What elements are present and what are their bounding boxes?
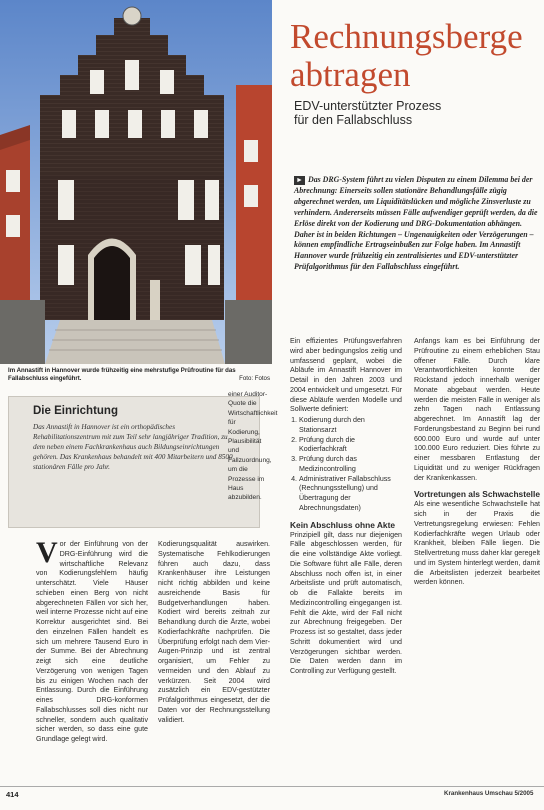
caption-text: Im Annastift in Hannover wurde frühzeitig eine mehrstufige Prüfroutine für das Fallabschluss eingeführt. xyxy=(8,367,236,382)
col2-text: Kodierungsqualität auswirken. Systematische Fehlkodierungen führen auch dazu, dass Krankenhäuser ihre Leistungen nicht richtig abbilden und keine ausreichende Basis für Budgetverhandlungen haben. Kodiert wird bereits zeitnah zur Behandlung durch die Ärzte, wobei Kodierfachkräfte nachprüfen. Die Überprüfung erfolgt nach dem Vier-Augen-Prinzip und ist zentral organisiert, um Fehler zu vermeiden und den Ablauf zu verkürzen. Seit 2004 wird zusätzlich ein EDV-gestützter Prüfalgorithmus eingesetzt, der die Daten vor der Rechnungsstellung validiert. xyxy=(158,540,270,724)
building-photo xyxy=(0,0,272,364)
body-column-2-narrow xyxy=(228,390,278,540)
subtitle-line-2: für den Fallabschluss xyxy=(294,113,413,127)
body-column-2 xyxy=(158,540,270,785)
body-column-4 xyxy=(414,337,540,785)
subtitle-line-1: EDV-unterstützter Prozess xyxy=(294,99,442,113)
col2-intro: einer Auditor-Quote die Wirtschaftlichkeit für Kodierung, Plausibilität und Fallzuordnung, um die Prozesse im Haus abzubilden. xyxy=(228,391,278,502)
photo-credit: Foto: Fotos xyxy=(239,374,270,382)
body-column-3 xyxy=(290,337,402,785)
lead-text: Das DRG-System führt zu vielen Disputen zu einem Dilemma bei der Abrechnung: Einerseits sollen stationäre Behandlungsfälle zügig abgerechnet werden, um Liquiditätslücken und mögliche Zinsverluste zu verhindern. Andererseits müssen Fälle aufwendiger geprüft werden, da die Erlöse direkt von der Kodierung und DRG-Dokumentation abhängen. Daher ist in beiden Richtungen – Ungenauigkeiten oder Verzögerungen – können empfindliche Ertragseinbußen zur Folge haben. Im Annastift Hannover wurde frühzeitig ein zentralisiertes und EDV-unterstützter Prüfalgorithmus für den Fallabschluss eingeführt. xyxy=(294,175,538,272)
title-line-2: abtragen xyxy=(290,55,411,94)
journal-name: Krankenhaus Umschau 5/2005 xyxy=(444,790,534,797)
col3-text: Prinzipiell gilt, dass nur diejenigen Fälle abgeschlossen werden, für die eine vollständige Akte vorliegt. Die Software führt alle Fälle, deren Abschluss noch offen ist, in einer Arbeitsliste und prüft automatisch, ob die Fallakte bereits im Medizincontrolling eingegangen ist. Fehlt die Akte, wird der Fall nicht zur Abrechnung freigegeben. Der Prozess ist so gestaltet, dass jeder Schritt dokumentiert wird und Verzögerungen sichtbar werden. Die Daten werden dann im Controlling zur Verfügung gestellt. xyxy=(290,530,402,675)
article-subtitle xyxy=(294,99,534,127)
page-number: 414 xyxy=(6,790,19,799)
step-item: 2. Prüfung durch die Kodierfachkraft xyxy=(299,436,402,456)
info-box xyxy=(8,396,260,528)
photo-caption xyxy=(8,367,270,382)
info-box-text: Das Annastift in Hannover ist ein orthopädisches Rehabilitationszentrum mit zum Teil sehr langjähriger Tradition, zu dem neben einem Fachkrankenhaus auch Bildungseinrichtungen gehören. Das Krankenhaus behandelt mit 400 Mitarbeitern und 8500 stationären Fälle pro Jahr. xyxy=(33,423,233,472)
step-item: 4. Administrativer Fallabschluss (Rechnungsstellung) und Übertragung der Abrechnungsdaten) xyxy=(299,475,402,514)
step-item: 3. Prüfung durch das Medizincontrolling xyxy=(299,455,402,475)
col1-text: or der Einführung von der DRG-Einführung wird die wirtschaftliche Relevanz von Kodierungsfehlern häufig unterschätzt. Viele Häuser schieben einen Berg von nicht abgerechneten Fällen vor sich her, weil interne Prozesse nicht auf eine Korrektur ausgerichtet sind. Bei den einzelnen Fällen handelt es sich um mehrere Tausend Euro in der Summe. Bei der Abrechnung zeigt sich eine deutliche Verzögerung von wenigen Tagen bis zu einigen Wochen nach der Entlassung. Durch die Einführung eines DRG-konformen Fallabschlusses soll dies nicht nur schneller, sondern auch qualitativ sicher werden, so dass eine gute Grundlage gelegt wird. xyxy=(36,540,148,743)
section-heading: Vortretungen als Schwachstelle xyxy=(414,489,540,500)
section-heading: Kein Abschluss ohne Akte xyxy=(290,519,396,530)
col3-intro: Ein effizientes Prüfungsverfahren wird aber bedingungslos zeitig und umfassend geplant, wobei die Abläufe im Annastift Hannover im Detail in den Jahren 2003 und 2004 entwickelt und umgesetzt. Für diese Abläufe werden Modelle und Sollwerte definiert: xyxy=(290,337,402,414)
building-illustration xyxy=(0,0,272,364)
info-box-heading: Die Einrichtung xyxy=(33,405,118,417)
title-line-1: Rechnungsberge xyxy=(290,17,523,56)
col4-intro: Anfangs kam es bei Einführung der Prüfroutine zu einem erheblichen Stau offener Fälle. Durch klare Verantwortlichkeiten konnte der Rückstand jedoch innerhalb weniger Monate abgebaut werden. Heute werden die meisten Fälle in weniger als zehn Tagen nach Entlassung abgerechnet. Im Annastift lag der Forderungsbestand zu Beginn bei rund 600.000 Euro und wurde auf unter 100.000 Euro reduziert. Dies führte zu einer messbaren Entlastung der Liquidität und zu weniger Rückfragen der Krankenkassen. xyxy=(414,337,540,482)
footer-rule xyxy=(0,786,544,787)
col4-text: Als eine wesentliche Schwachstelle hat sich in der Praxis die Vertretungsregelung erwiesen: Fehlen Kodierfachkräfte wegen Urlaub oder Krankheit, bleiben Fälle liegen. Die Stellvertretung muss daher klar geregelt und im System hinterlegt werden, damit die Arbeitslisten jederzeit bearbeitet werden können. xyxy=(414,500,540,587)
body-column-1 xyxy=(36,536,148,785)
lead-paragraph xyxy=(294,175,544,305)
drop-cap: V xyxy=(36,536,58,569)
article-title xyxy=(290,18,544,94)
step-item: 1. Kodierung durch den Stationsarzt xyxy=(299,416,402,436)
process-steps xyxy=(290,416,402,514)
arrow-icon: ► xyxy=(294,176,305,185)
